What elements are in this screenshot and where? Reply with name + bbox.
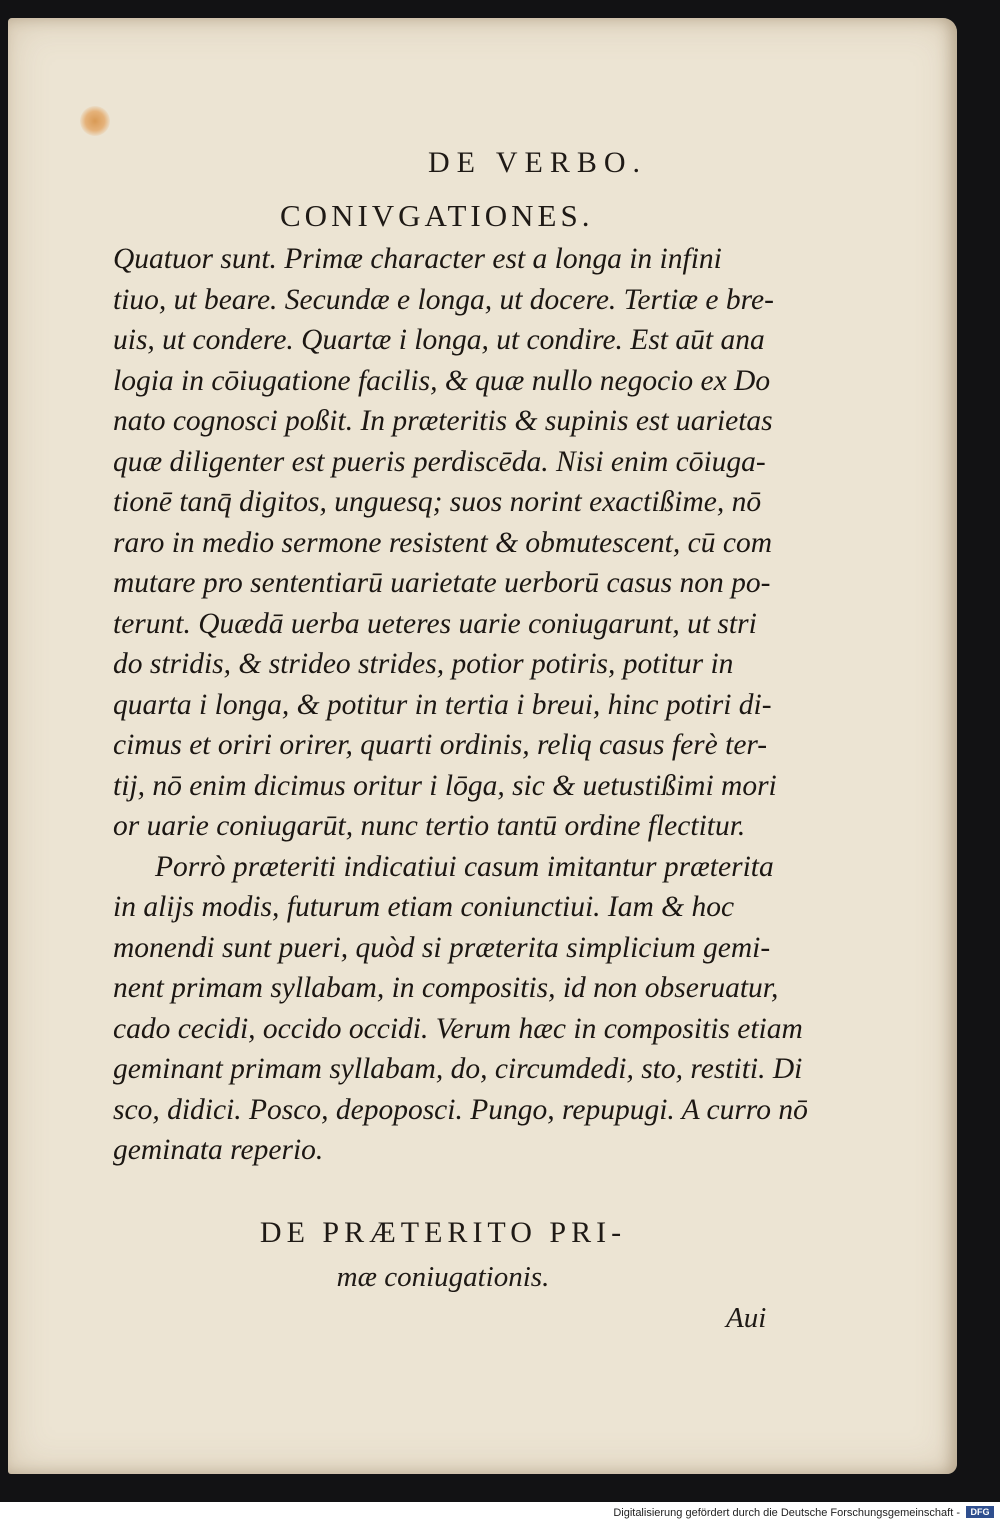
page-stain xyxy=(80,106,110,136)
text-line: tij, nō enim dicimus oritur i lōga, sic & uetustißimi mori xyxy=(113,769,777,802)
text-line: in alijs modis, futurum etiam coniunctiui. Iam & hoc xyxy=(113,891,735,923)
text-line: logia in cōiugatione facilis, & quæ nullo negocio ex Do xyxy=(113,364,771,397)
text-line: tiuo, ut beare. Secundæ e longa, ut docere. Tertiæ e bre- xyxy=(113,283,774,316)
text-line: Porrò præteriti indicatiui casum imitantur præterita xyxy=(155,850,774,883)
text-line: cimus et oriri orirer, quarti ordinis, reliq casus ferè ter- xyxy=(113,729,768,761)
book-page xyxy=(8,18,957,1474)
digitization-credit: Digitalisierung gefördert durch die Deutsche Forschungsgemeinschaft - xyxy=(613,1507,960,1519)
text-line: nent primam syllabam, in compositis, id non obseruatur, xyxy=(113,972,779,1004)
text-line: uis, ut condere. Quartæ i longa, ut condire. Est aūt ana xyxy=(113,324,765,356)
text-line: nato cognosci poßit. In præteritis & supinis est uarietas xyxy=(113,405,773,437)
catchword: Aui xyxy=(726,1302,767,1334)
text-line: geminata reperio. xyxy=(113,1134,324,1166)
text-line: or uarie coniugarūt, nunc tertio tantū ordine flectitur. xyxy=(113,810,746,842)
text-line: raro in medio sermone resistent & obmutescent, cū com xyxy=(113,526,772,559)
running-head: DE VERBO. xyxy=(427,146,648,179)
text-line: monendi sunt pueri, quòd si præterita simplicium gemi- xyxy=(113,931,771,964)
text-line: cado cecidi, occido occidi. Verum hæc in compositis etiam xyxy=(113,1012,803,1045)
body-text xyxy=(113,239,808,1171)
text-line: quæ diligenter est pueris perdiscēda. Nisi enim cōiuga- xyxy=(113,445,766,478)
section-title: CONIVGATIONES. xyxy=(280,198,594,233)
text-line: sco, didici. Posco, depoposci. Pungo, repupugi. A curro nō xyxy=(113,1093,808,1126)
text-line: Quatuor sunt. Primæ character est a longa in infini xyxy=(113,243,722,275)
sub-heading-continuation: mæ coniugationis. xyxy=(336,1261,550,1293)
text-line: geminant primam syllabam, do, circumdedi, sto, restiti. Di xyxy=(113,1053,803,1085)
text-line: quarta i longa, & potitur in tertia i breui, hinc potiri di- xyxy=(113,688,772,721)
text-line: do stridis, & strideo strides, potior potiris, potitur in xyxy=(113,648,734,680)
text-line: tionē tanq̄ digitos, unguesq; suos norint exactißime, nō xyxy=(113,486,762,518)
dfg-logo: DFG xyxy=(966,1506,994,1518)
text-line: terunt. Quædā uerba ueteres uarie coniugarunt, ut stri xyxy=(113,607,757,640)
sub-heading: DE PRÆTERITO PRI- xyxy=(259,1216,627,1249)
text-line: mutare pro sententiarū uarietate uerborū casus non po- xyxy=(113,567,771,599)
